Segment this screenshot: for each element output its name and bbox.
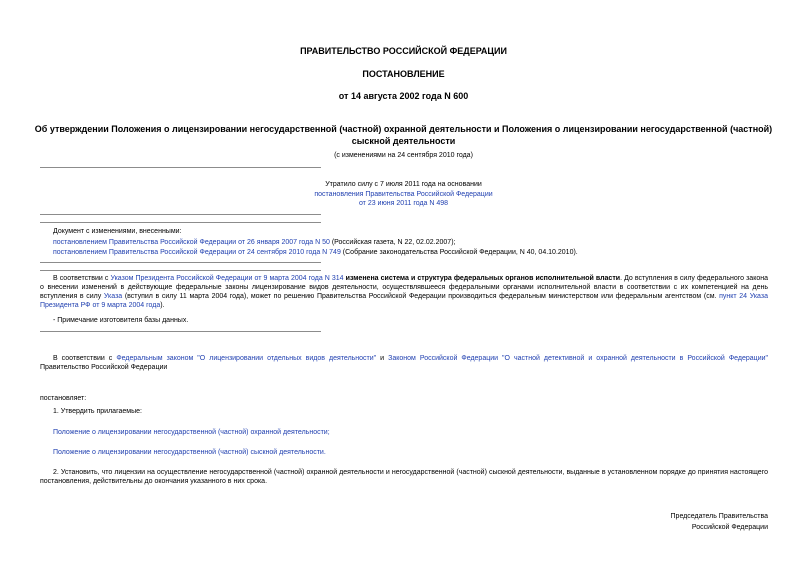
change-source: (Собрание законодательства Российской Федерации, N 40, 04.10.2010). xyxy=(340,249,578,256)
lapsed-link-line1[interactable]: постановления Правительства Российской Федерации xyxy=(314,190,493,198)
document-type: ПОСТАНОВЛЕНИЕ xyxy=(362,69,445,79)
editor-note-label: - Примечание изготовителя базы данных. xyxy=(53,317,189,324)
item-2: 2. Установить, что лицензии на осуществление негосударственной (частной) охранной деятельности и негосударственной (частной) сыскной деятельности, выданные в установленном порядке до принятия настоящего постановления, действительны до окончания указанного в них срока. xyxy=(40,469,768,485)
signature-line1: Председатель Правительства xyxy=(670,513,768,520)
divider xyxy=(40,270,321,271)
detective-law-link[interactable]: Законом Российской Федерации "О частной детективной и охранной деятельности в Российской Федерации" xyxy=(388,355,768,362)
change-item xyxy=(53,248,578,257)
document-title-line1: Об утверждении Положения о лицензировании негосударственной (частной) охранной деятельности и Положения о лицензировании негосударственной (частной) xyxy=(34,124,773,134)
security-regulation-link[interactable]: Положение о лицензировании негосударственной (частной) охранной деятельности; xyxy=(53,429,330,436)
signature-line2: Российской Федерации xyxy=(691,524,768,531)
changes-heading: Документ с изменениями, внесенными: xyxy=(53,228,182,235)
signature-block xyxy=(671,511,768,533)
preamble-paragraph: В соответствии с Федеральным законом "О лицензировании отдельных видов деятельности" и Законом Российской Федерации "О частной детективной и охранной деятельности в Российской Федерации" Правительство Российской Федерации xyxy=(40,355,768,371)
divider xyxy=(40,167,321,168)
lapsed-notice xyxy=(0,180,807,209)
change-source: (Российская газета, N 22, 02.02.2007); xyxy=(329,239,456,246)
decree-item24-link[interactable]: пункт 24 Указа Президента РФ от 9 марта 2004 года xyxy=(40,293,768,309)
detective-regulation-link[interactable]: Положение о лицензировании негосударственной (частной) сыскной деятельности. xyxy=(53,449,326,456)
divider xyxy=(40,331,321,332)
document-title xyxy=(0,123,807,147)
licensing-law-link[interactable]: Федеральным законом "О лицензировании отдельных видов деятельности" xyxy=(116,355,377,362)
government-heading: ПРАВИТЕЛЬСТВО РОССИЙСКОЙ ФЕДЕРАЦИИ xyxy=(300,46,507,56)
editor-note-paragraph: В соответствии с Указом Президента Российской Федерации от 9 марта 2004 года N 314 изменена система и структура федеральных органов исполнительной власти. До вступления в силу федерального закона о внесении изменений в действующие федеральные законы лицензирование видов деятельности, осуществлявшееся федеральными органами исполнительной власти в соответствии с их компетенцией на день вступления в силу Указа (вступил в силу 11 марта 2004 года), может по решению Правительства Российской Федерации производиться федеральным министерством или федеральным агентством (см. пункт 24 Указа Президента РФ от 9 марта 2004 года). xyxy=(40,275,768,309)
decree-314-link[interactable]: Указом Президента Российской Федерации от 9 марта 2004 года N 314 xyxy=(110,275,344,282)
item-1: 1. Утвердить прилагаемые: xyxy=(53,408,142,415)
change-link[interactable]: постановлением Правительства Российской Федерации от 26 января 2007 года N 50 xyxy=(53,239,330,246)
change-link[interactable]: постановлением Правительства Российской Федерации от 24 сентября 2010 года N 749 xyxy=(53,249,341,256)
document-date-number: от 14 августа 2002 года N 600 xyxy=(338,91,469,101)
lapsed-link-line2[interactable]: от 23 июня 2011 года N 498 xyxy=(358,200,449,207)
lapsed-text: Утратило силу с 7 июля 2011 года на основании xyxy=(325,181,482,188)
decree-link[interactable]: Указа xyxy=(103,293,123,300)
amendments-note: (с изменениями на 24 сентября 2010 года) xyxy=(334,152,473,159)
divider xyxy=(40,214,321,215)
resolves-text: постановляет: xyxy=(40,395,87,402)
divider xyxy=(40,222,321,223)
document-title-line2: сыскной деятельности xyxy=(351,136,456,146)
change-item xyxy=(53,238,455,247)
divider xyxy=(40,262,321,263)
